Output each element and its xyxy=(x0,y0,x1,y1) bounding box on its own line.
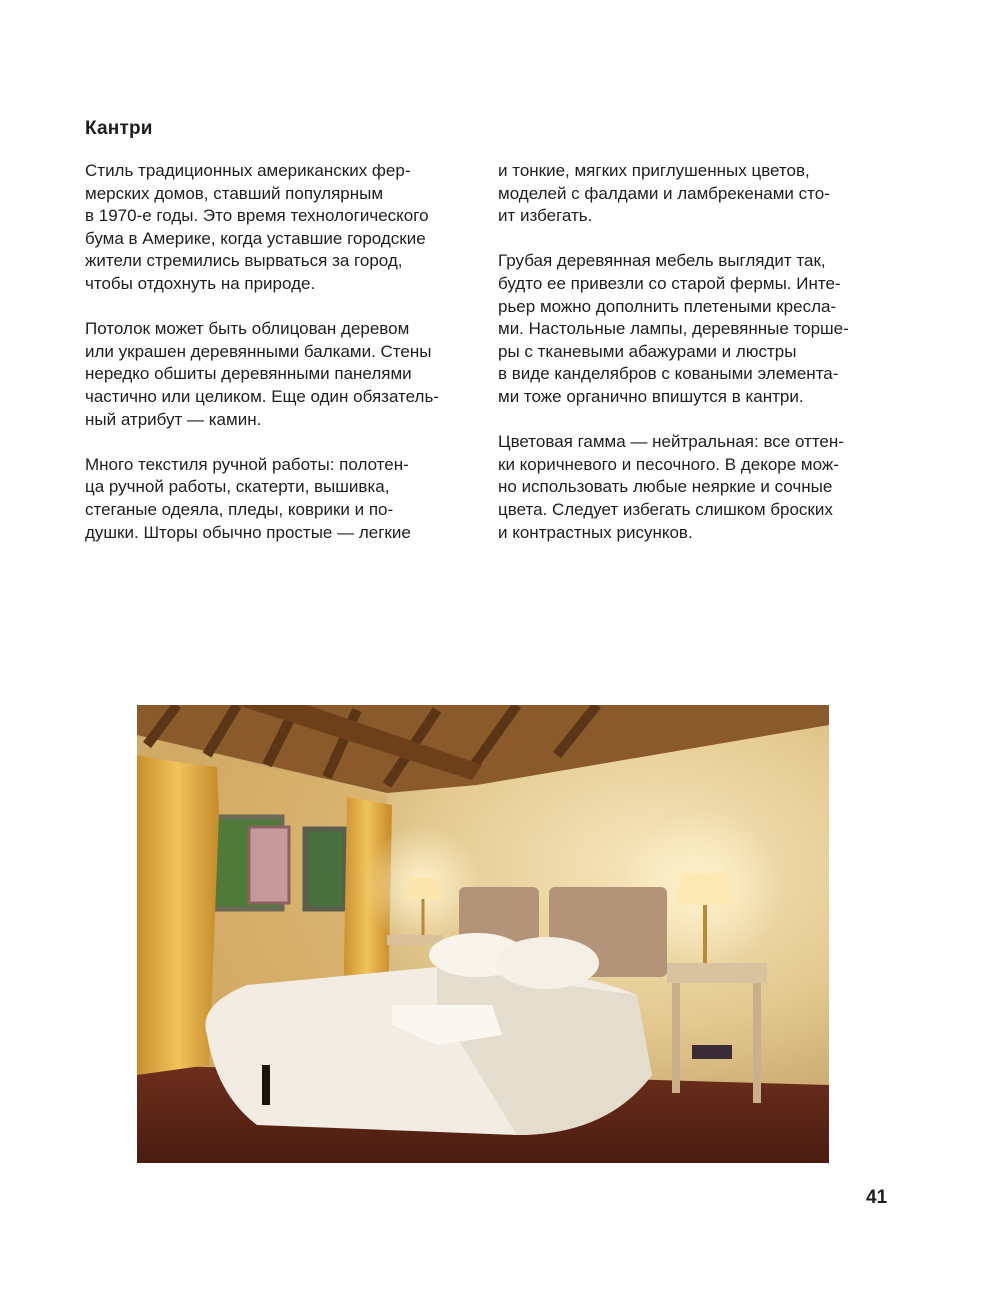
paragraph xyxy=(498,431,898,544)
text-line: нередко обшиты деревянными панелями xyxy=(85,364,412,384)
text-line: и контрастных рисунков. xyxy=(498,522,693,542)
text-line: чтобы отдохнуть на природе. xyxy=(85,273,316,293)
text-line: Стиль традиционных американских фер- xyxy=(85,161,411,180)
paragraph xyxy=(498,250,898,408)
bedroom-photo xyxy=(137,705,829,1163)
paragraph xyxy=(85,160,485,296)
right-text-column xyxy=(498,160,898,567)
text-line: частично или целиком. Еще один обязатель- xyxy=(85,386,439,406)
text-line: рьер можно дополнить плетеными кресла- xyxy=(498,296,837,316)
paragraph xyxy=(498,160,898,228)
paragraph xyxy=(85,454,485,544)
text-line: или украшен деревянными балками. Стены xyxy=(85,341,432,361)
text-line: будто ее привезли со старой фермы. Инте- xyxy=(498,273,841,293)
text-line: моделей с фалдами и ламбрекенами сто- xyxy=(498,183,830,203)
text-line: Потолок может быть облицован деревом xyxy=(85,319,410,339)
text-line: Много текстиля ручной работы: полотен- xyxy=(85,454,409,474)
text-line: стеганые одеяла, пледы, коврики и по- xyxy=(85,499,394,519)
page-number: 41 xyxy=(866,1187,888,1208)
text-line: но использовать любые неяркие и сочные xyxy=(498,477,833,497)
text-line: ры с тканевыми абажурами и люстры xyxy=(498,341,797,361)
text-line: бума в Америке, когда уставшие городские xyxy=(85,228,426,248)
text-line: ки коричневого и песочного. В декоре мож- xyxy=(498,454,839,474)
text-line: ми. Настольные лампы, деревянные торше- xyxy=(498,319,849,339)
text-line: мерских домов, ставший популярным xyxy=(85,183,384,203)
section-heading: Кантри xyxy=(85,118,153,139)
text-line: ит избегать. xyxy=(498,206,593,226)
paragraph xyxy=(85,318,485,431)
text-line: душки. Шторы обычно простые — легкие xyxy=(85,522,411,542)
text-line: цвета. Следует избегать слишком броских xyxy=(498,499,833,519)
text-line: ми тоже органично впишутся в кантри. xyxy=(498,386,804,406)
text-line: и тонкие, мягких приглушенных цветов, xyxy=(498,161,810,180)
text-line: в 1970-е годы. Это время технологического xyxy=(85,206,429,226)
text-line: ца ручной работы, скатерти, вышивка, xyxy=(85,477,390,497)
text-line: в виде канделябров с коваными элемента- xyxy=(498,364,839,384)
left-text-column xyxy=(85,160,485,567)
text-line: Грубая деревянная мебель выглядит так, xyxy=(498,251,826,271)
text-line: жители стремились вырваться за город, xyxy=(85,251,403,271)
text-line: Цветовая гамма — нейтральная: все оттен- xyxy=(498,432,844,452)
text-line: ный атрибут — камин. xyxy=(85,409,262,429)
